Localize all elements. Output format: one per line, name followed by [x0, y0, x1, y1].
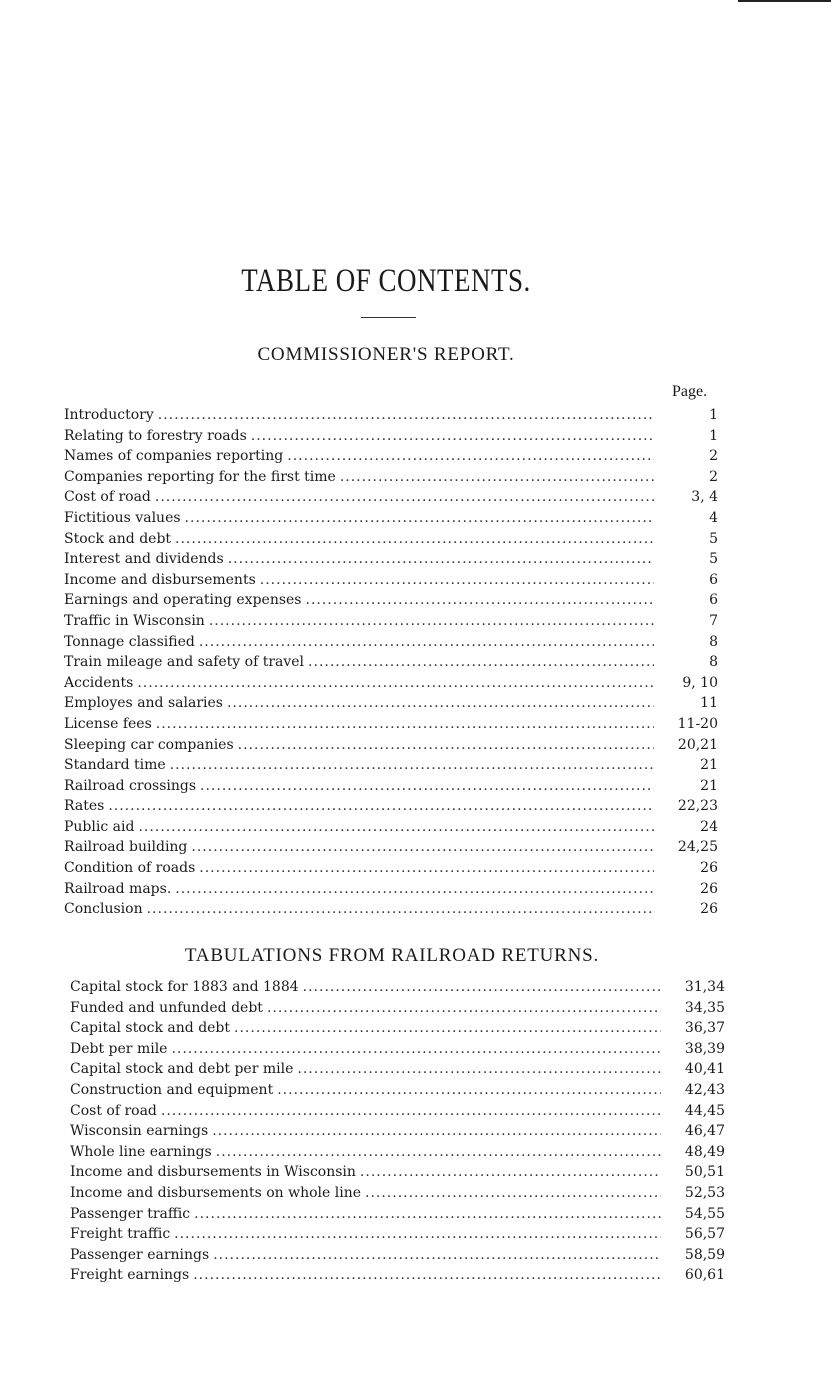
toc-entry-page: 48,49	[684, 1143, 725, 1160]
toc-entry-page: 21	[700, 757, 718, 774]
toc-entry-page: 22,23	[677, 798, 718, 815]
toc-entry-page: 7	[709, 612, 718, 629]
toc-entry-page: 20,21	[677, 736, 718, 753]
dot-leader	[194, 1204, 661, 1225]
dot-leader	[185, 508, 654, 529]
toc-entry	[64, 405, 718, 426]
toc-entry-title: Accidents	[64, 674, 134, 691]
toc-entry	[70, 1183, 725, 1204]
toc-entry-title: Stock and debt	[64, 530, 172, 547]
toc-entry	[70, 998, 725, 1019]
toc-entry-page: 9, 10	[682, 674, 718, 691]
dot-leader	[137, 673, 654, 694]
toc-entry-page: 34,35	[684, 999, 725, 1016]
toc-entry	[70, 977, 725, 998]
toc-entry-title: Capital stock and debt per mile	[70, 1061, 294, 1078]
dot-leader	[238, 735, 654, 756]
dot-leader	[108, 796, 654, 817]
toc-entry-title: Condition of roads	[64, 860, 196, 877]
toc-entry-title: Tonnage classified	[64, 633, 195, 650]
toc-entry	[70, 1162, 725, 1183]
dot-leader	[303, 977, 661, 998]
toc-entry-page: 24	[700, 818, 718, 835]
toc-entry	[70, 1224, 725, 1245]
dot-leader	[158, 405, 654, 426]
dot-leader	[308, 652, 654, 673]
toc-entry	[64, 879, 718, 900]
toc-entry-page: 60,61	[684, 1267, 725, 1284]
toc-entry-title: Names of companies reporting	[64, 448, 284, 465]
toc-entry-title: Capital stock for 1883 and 1884	[70, 979, 299, 995]
toc-entry-title: Funded and unfunded debt	[70, 999, 263, 1016]
toc-entry	[64, 570, 718, 591]
dot-leader	[156, 714, 654, 735]
toc-entry	[70, 1039, 725, 1060]
toc-entry	[64, 590, 718, 611]
toc-entry-page: 31,34	[684, 979, 725, 995]
dot-leader	[365, 1183, 661, 1204]
toc-entry-title: Passenger earnings	[70, 1246, 210, 1263]
toc-entry	[64, 652, 718, 673]
dot-leader	[199, 858, 654, 879]
toc-entry-title: Cost of road	[64, 489, 151, 506]
dot-leader	[297, 1059, 661, 1080]
toc-entry-page: 44,45	[684, 1102, 725, 1119]
toc-entry-title: Sleeping car companies	[64, 736, 234, 753]
dot-leader	[260, 570, 654, 591]
toc-entry-title: Debt per mile	[70, 1040, 168, 1057]
dot-leader	[155, 487, 654, 508]
toc-entry-title: Railroad building	[64, 839, 188, 856]
toc-entry-page: 46,47	[684, 1123, 725, 1140]
toc-entry-page: 38,39	[684, 1040, 725, 1057]
toc-entry-page: 52,53	[684, 1184, 725, 1201]
toc-entry	[70, 1018, 725, 1039]
dot-leader	[174, 1224, 661, 1245]
toc-entry	[64, 611, 718, 632]
dot-leader	[234, 1018, 661, 1039]
toc-entry-title: Wisconsin earnings	[70, 1123, 209, 1140]
toc-entry	[64, 529, 718, 550]
toc-entry-title: Construction and equipment	[70, 1081, 274, 1098]
toc-entry	[70, 1101, 725, 1122]
toc-entry	[64, 508, 718, 529]
dot-leader	[251, 426, 654, 447]
dot-leader	[340, 467, 654, 488]
toc-entry	[64, 487, 718, 508]
toc-entry-page: 26	[700, 901, 718, 918]
dot-leader	[306, 590, 655, 611]
toc-entry-page: 36,37	[684, 1020, 725, 1037]
toc-entry-page: 3, 4	[691, 489, 718, 506]
toc-entry-page: 1	[709, 407, 718, 423]
toc-entry-page: 40,41	[684, 1061, 725, 1078]
toc-entry	[64, 632, 718, 653]
dot-leader	[209, 611, 654, 632]
toc-entry	[64, 467, 718, 488]
toc-entry-title: Public aid	[64, 818, 135, 835]
dot-leader	[228, 549, 654, 570]
toc-entry-page: 1	[709, 427, 718, 444]
toc-entry-page: 21	[700, 777, 718, 794]
toc-entry-page: 6	[709, 592, 718, 609]
toc-entry-title: Passenger traffic	[70, 1205, 191, 1222]
toc-entry-page: 4	[709, 509, 718, 526]
toc-entry-page: 26	[700, 880, 718, 897]
toc-entry	[70, 1204, 725, 1225]
dot-leader	[287, 446, 654, 467]
toc-entry-page: 5	[709, 551, 718, 568]
commissioner-report-heading: COMMISSIONER'S REPORT.	[257, 344, 515, 365]
toc-entry	[64, 858, 718, 879]
toc-entry-page: 26	[700, 860, 718, 877]
toc-entry-title: Earnings and operating expenses	[64, 592, 302, 609]
toc-entry-title: Whole line earnings	[70, 1143, 212, 1160]
toc-entry	[64, 673, 718, 694]
toc-entry-title: Introductory	[64, 407, 154, 423]
dot-leader	[191, 837, 654, 858]
toc-entry-page: 5	[709, 530, 718, 547]
dot-leader	[212, 1121, 661, 1142]
toc-entry-page: 58,59	[684, 1246, 725, 1263]
toc-entry	[64, 446, 718, 467]
toc-entry	[64, 714, 718, 735]
toc-entry	[64, 776, 718, 797]
toc-entry-page: 24,25	[677, 839, 718, 856]
toc-entry-page: 11-20	[677, 715, 718, 732]
toc-entry-title: Railroad crossings	[64, 777, 197, 794]
toc-entry-title: Interest and dividends	[64, 551, 224, 568]
toc-entry-title: Standard time	[64, 757, 166, 774]
tabulations-heading: TABULATIONS FROM RAILROAD RETURNS.	[184, 945, 600, 966]
corner-rule	[738, 0, 831, 2]
dot-leader	[170, 755, 654, 776]
dot-leader	[193, 1265, 661, 1286]
toc-entry-title: Employes and salaries	[64, 695, 223, 712]
dot-leader	[277, 1080, 661, 1101]
toc-entry-title: Conclusion	[64, 901, 143, 918]
toc-entry-title: Companies reporting for the first time	[64, 468, 336, 485]
dot-leader	[147, 899, 654, 920]
dot-leader	[171, 1039, 661, 1060]
toc-entry	[64, 837, 718, 858]
toc-entry-page: 42,43	[684, 1081, 725, 1098]
toc-entry-page: 2	[709, 468, 718, 485]
toc-entry	[70, 1059, 725, 1080]
toc-entry-title: Cost of road	[70, 1102, 157, 1119]
toc-entry	[70, 1080, 725, 1101]
title-divider	[361, 317, 416, 318]
toc-entry-title: License fees	[64, 715, 152, 732]
toc-entry-page: 2	[709, 448, 718, 465]
toc-entry	[70, 1121, 725, 1142]
toc-entry-title: Relating to forestry roads	[64, 427, 247, 444]
toc-entry-title: Income and disbursements	[64, 571, 256, 588]
toc-entry	[64, 693, 718, 714]
toc-entry-page: 56,57	[684, 1226, 725, 1243]
toc-entry-title: Capital stock and debt	[70, 1020, 231, 1037]
dot-leader	[200, 776, 654, 797]
toc-entry	[64, 735, 718, 756]
toc-entry-page: 8	[709, 633, 718, 650]
dot-leader	[175, 529, 654, 550]
commissioner-toc-list	[64, 405, 718, 920]
dot-leader	[227, 693, 654, 714]
toc-entry	[64, 796, 718, 817]
toc-entry-title: Train mileage and safety of travel	[64, 654, 305, 671]
toc-entry	[64, 549, 718, 570]
toc-entry-title: Fictitious values	[64, 509, 181, 526]
page-title: TABLE OF CONTENTS.	[241, 262, 531, 298]
page-column-label: Page.	[672, 383, 708, 400]
dot-leader	[360, 1162, 661, 1183]
dot-leader	[138, 817, 654, 838]
toc-entry-title: Freight earnings	[70, 1267, 190, 1284]
dot-leader	[216, 1142, 661, 1163]
toc-entry-page: 11	[700, 695, 718, 712]
toc-entry-page: 54,55	[684, 1205, 725, 1222]
toc-entry	[70, 1142, 725, 1163]
tabulations-toc-list	[70, 977, 725, 1286]
toc-entry	[64, 899, 718, 920]
toc-entry-page: 50,51	[684, 1164, 725, 1181]
toc-entry-title: Income and disbursements on whole line	[70, 1184, 361, 1201]
dot-leader	[161, 1101, 661, 1122]
toc-entry-title: Rates	[64, 798, 105, 815]
toc-entry	[70, 1245, 725, 1266]
toc-entry-title: Freight traffic	[70, 1226, 171, 1243]
toc-entry-title: Railroad maps.	[64, 880, 172, 897]
toc-entry-page: 8	[709, 654, 718, 671]
dot-leader	[199, 632, 654, 653]
dot-leader	[213, 1245, 661, 1266]
toc-entry	[70, 1265, 725, 1286]
toc-entry-page: 6	[709, 571, 718, 588]
toc-entry	[64, 755, 718, 776]
toc-entry	[64, 817, 718, 838]
toc-entry	[64, 426, 718, 447]
dot-leader	[175, 879, 654, 900]
dot-leader	[267, 998, 661, 1019]
toc-entry-title: Traffic in Wisconsin	[64, 612, 205, 629]
toc-entry-title: Income and disbursements in Wisconsin	[70, 1164, 356, 1181]
